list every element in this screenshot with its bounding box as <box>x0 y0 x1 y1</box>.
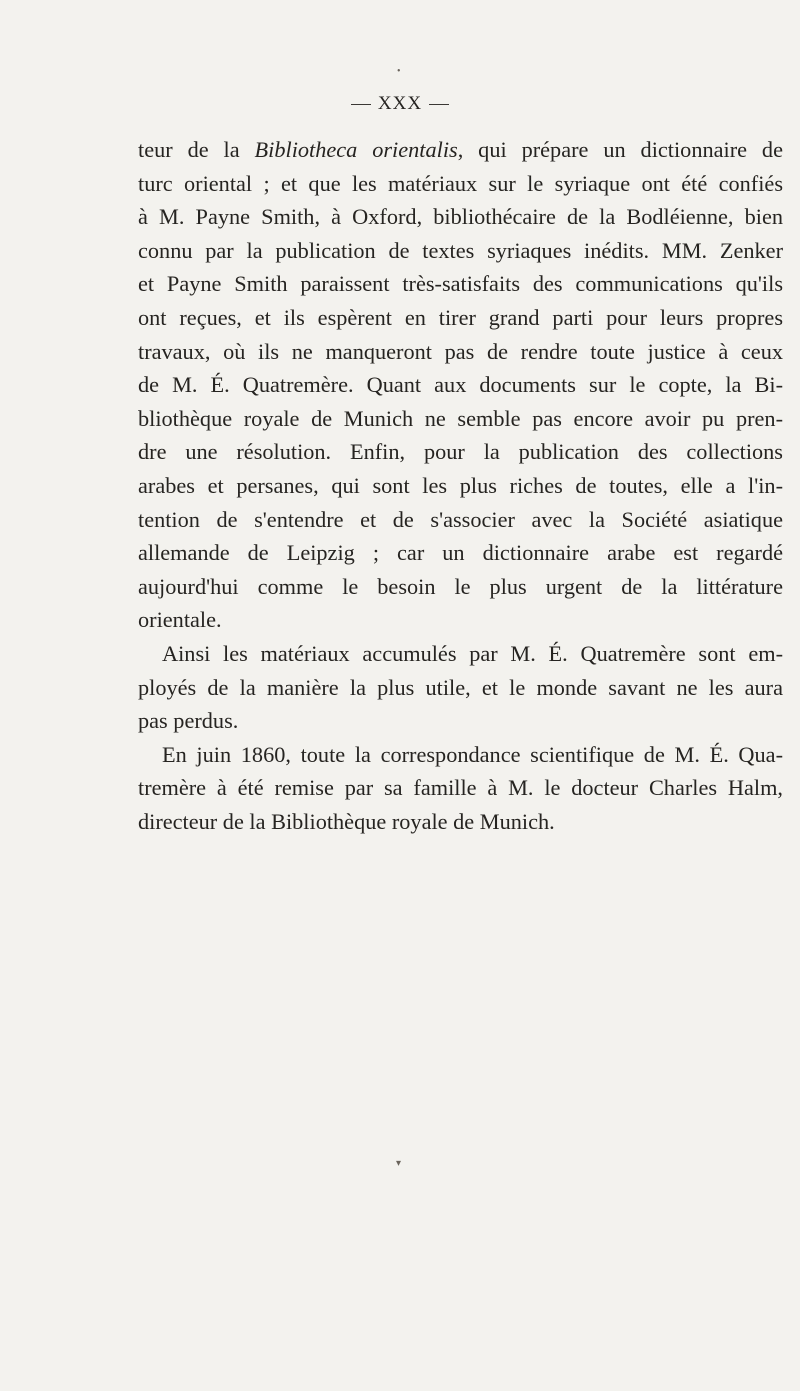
text-line: turc oriental ; et que les matériaux sur le syriaque ont été confiés <box>138 170 783 196</box>
book-title-italic: Bibliotheca orientalis <box>254 137 458 162</box>
page-number: XXX <box>377 93 423 114</box>
header-dash-left <box>351 104 371 105</box>
text-line: tremère à été remise par sa famille à M. le docteur Charles Halm, <box>138 775 783 801</box>
text-line: directeur de la Bibliothèque royale de Munich. <box>138 808 555 834</box>
body-text <box>138 133 783 838</box>
text-line: ployés de la manière la plus utile, et le monde savant ne les aura <box>138 674 783 700</box>
paragraph-1 <box>138 133 783 637</box>
text-line: dre une résolution. Enfin, pour la publication des collections <box>138 439 783 465</box>
text-line: teur de la Bibliotheca orientalis, qui prépare un dictionnaire de <box>138 137 783 162</box>
text-line: ont reçues, et ils espèrent en tirer grand parti pour leurs propres <box>138 304 783 330</box>
text-line: et Payne Smith paraissent très-satisfaits des communications qu'ils <box>138 271 783 297</box>
text-line: tention de s'entendre et de s'associer avec la Société asiatique <box>138 506 783 532</box>
text-line: bliothèque royale de Munich ne semble pas encore avoir pu pren- <box>138 405 783 431</box>
text-line: à M. Payne Smith, à Oxford, bibliothécaire de la Bodléienne, bien <box>138 204 783 230</box>
text-line: Ainsi les matériaux accumulés par M. É. Quatremère sont em- <box>162 640 783 666</box>
text-line: allemande de Leipzig ; car un dictionnaire arabe est regardé <box>138 540 783 566</box>
paragraph-3 <box>138 738 783 839</box>
ink-speck-mark: ▾ <box>396 1158 402 1169</box>
text-line: En juin 1860, toute la correspondance scientifique de M. É. Qua- <box>162 741 783 767</box>
header-dash-right <box>429 104 449 105</box>
ink-speck-mark: • <box>397 66 401 77</box>
text-line: de M. É. Quatremère. Quant aux documents sur le copte, la Bi- <box>138 372 783 398</box>
page-header <box>0 93 800 115</box>
text-line: connu par la publication de textes syriaques inédits. MM. Zenker <box>138 237 783 263</box>
text-line: aujourd'hui comme le besoin le plus urgent de la littérature <box>138 573 783 599</box>
text-line: travaux, où ils ne manqueront pas de rendre toute justice à ceux <box>138 338 783 364</box>
text-line: pas perdus. <box>138 708 239 734</box>
text-line: orientale. <box>138 607 222 633</box>
text-line: arabes et persanes, qui sont les plus riches de toutes, elle a l'in- <box>138 472 783 498</box>
paragraph-2 <box>138 637 783 738</box>
